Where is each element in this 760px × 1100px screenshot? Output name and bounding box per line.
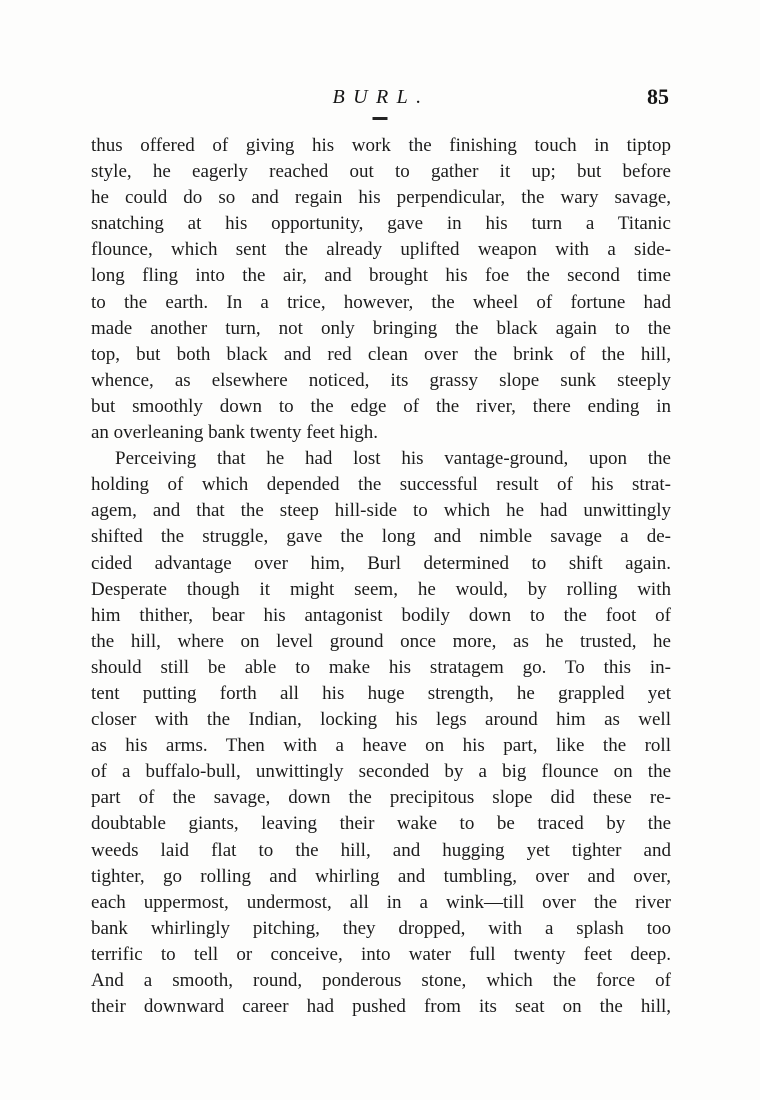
paragraph [91, 133, 671, 446]
text-line: him thither, bear his antagonist bodily down to the foot of [91, 604, 671, 626]
text-line: he could do so and regain his perpendicular, the wary savage, [91, 187, 671, 209]
text-line: top, but both black and red clean over the brink of the hill, [91, 343, 671, 365]
text-line: each uppermost, undermost, all in a wink—till over the river [91, 891, 671, 913]
header-rule [373, 117, 388, 120]
text-line: style, he eagerly reached out to gather it up; but before [91, 161, 671, 183]
text-line: snatching at his opportunity, gave in his turn a Titanic [91, 213, 671, 235]
text-line: flounce, which sent the already uplifted weapon with a side- [91, 239, 671, 261]
text-line: of a buffalo-bull, unwittingly seconded by a big flounce on the [91, 761, 671, 783]
text-line: the hill, where on level ground once more, as he trusted, he [91, 630, 671, 652]
text-line: to the earth. In a trice, however, the wheel of fortune had [91, 291, 671, 313]
text-line: made another turn, not only bringing the black again to the [91, 317, 671, 339]
paragraph [91, 446, 671, 1020]
text-line: holding of which depended the successful result of his strat- [91, 474, 671, 496]
text-line: terrific to tell or conceive, into water full twenty feet deep. [91, 943, 671, 965]
text-line: closer with the Indian, locking his legs around him as well [91, 709, 671, 731]
text-line: part of the savage, down the precipitous slope did these re- [91, 787, 671, 809]
text-line: bank whirlingly pitching, they dropped, with a splash too [91, 917, 671, 939]
text-line: their downward career had pushed from its seat on the hill, [91, 996, 671, 1018]
text-line: weeds laid flat to the hill, and hugging yet tighter and [91, 839, 671, 861]
page-header [91, 86, 671, 116]
text-line: doubtable giants, leaving their wake to be traced by the [91, 813, 671, 835]
running-title: BURL. [332, 86, 430, 108]
page-number: 85 [647, 84, 669, 109]
text-line: Desperate though it might seem, he would, by rolling with [91, 578, 671, 600]
text-line: as his arms. Then with a heave on his part, like the roll [91, 735, 671, 757]
text-line: but smoothly down to the edge of the river, there ending in [91, 395, 671, 417]
text-line: thus offered of giving his work the finishing touch in tiptop [91, 135, 671, 156]
text-line: tent putting forth all his huge strength, he grappled yet [91, 682, 671, 704]
text-line: And a smooth, round, ponderous stone, which the force of [91, 970, 671, 991]
text-block [91, 133, 671, 1020]
text-line: agem, and that the steep hill-side to which he had unwittingly [91, 500, 671, 522]
text-line: should still be able to make his stratagem go. To this in- [91, 656, 671, 678]
text-line: shifted the struggle, gave the long and nimble savage a de- [91, 526, 671, 548]
text-line: an overleaning bank twenty feet high. [91, 422, 379, 444]
text-line: long fling into the air, and brought his foe the second time [91, 265, 671, 287]
text-line: tighter, go rolling and whirling and tumbling, over and over, [91, 865, 671, 887]
text-line: Perceiving that he had lost his vantage-ground, upon the [115, 448, 671, 470]
text-line: cided advantage over him, Burl determined to shift again. [91, 552, 671, 574]
text-line: whence, as elsewhere noticed, its grassy slope sunk steeply [91, 369, 671, 391]
